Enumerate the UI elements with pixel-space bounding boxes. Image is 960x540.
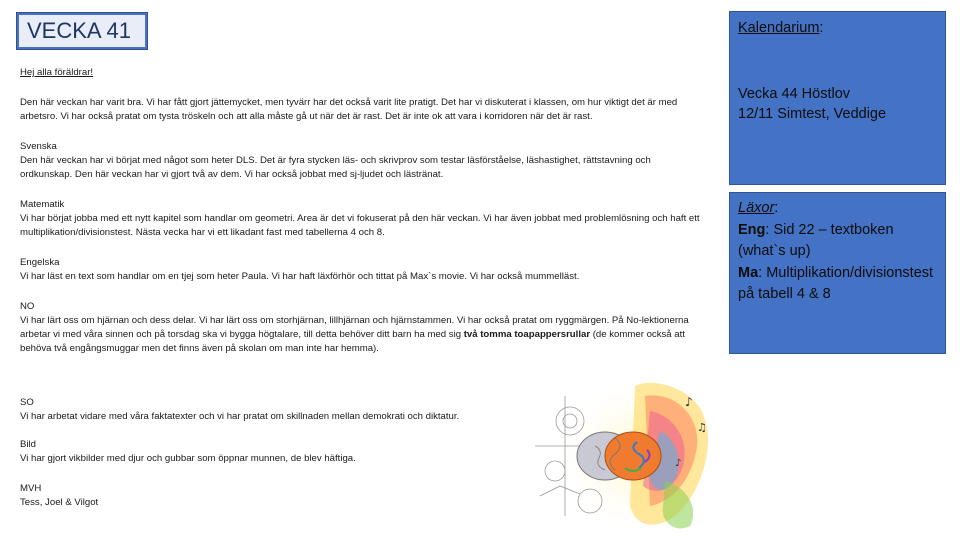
bild-text: Vi har gjort vikbilder med djur och gubbar som öppnar munnen, de blev häftiga.: [20, 453, 356, 464]
homework-eng: [738, 220, 937, 263]
homework-eng-label: Eng: [738, 221, 766, 238]
homework-ma-text: : Multiplikation/divisionstest på tabell 4 & 8: [738, 264, 934, 302]
matematik-text: Vi har börjat jobba med ett nytt kapitel som handlar om geometri. Area är det vi fokuserat på den här veckan. Vi har även jobbat med problemlösning och haft ett multiplikation/divisionstest. Nästa vecka har vi ett likadant fast med tabellerna 4 och 8.: [20, 213, 700, 238]
signoff: MVH: [20, 483, 42, 494]
section-matematik: [20, 198, 705, 240]
calendar-entries: [738, 84, 937, 124]
signature: Tess, Joel & Vilgot: [20, 497, 99, 508]
engelska-text: Vi har läst en text som handlar om en tjej som heter Paula. Vi har haft läxförhör och tittat på Max`s movie. Vi har också mummelläst.: [20, 271, 580, 282]
homework-panel: [729, 192, 946, 354]
section-engelska: [20, 256, 705, 284]
week-title: VECKA 41: [19, 15, 145, 47]
so-text: Vi har arbetat vidare med våra faktatexter och vi har pratat om skillnaden mellan demokrati och diktatur.: [20, 411, 460, 422]
svg-text:♪: ♪: [685, 395, 693, 409]
calendar-heading-colon: :: [819, 20, 824, 36]
matematik-heading: Matematik: [20, 199, 65, 210]
no-text-end: (de kommer också att behöva två engångsmuggar men det finns även på skolan om man inte har hemma).: [20, 329, 685, 354]
homework-heading-line: [738, 198, 937, 220]
engelska-heading: Engelska: [20, 257, 60, 268]
calendar-entry: Vecka 44 Höstlov: [738, 86, 851, 102]
homework-eng-text: : Sid 22 – textboken (what`s up): [738, 221, 894, 259]
greeting: Hej alla föräldrar!: [20, 67, 94, 78]
calendar-entry: 12/11 Simtest, Veddige: [738, 106, 887, 122]
no-heading: NO: [20, 301, 35, 312]
week-title-box: [16, 12, 148, 50]
section-svenska: [20, 140, 705, 182]
homework-heading-colon: :: [774, 200, 779, 216]
so-heading: SO: [20, 397, 34, 408]
no-text: Vi har lärt oss om hjärnan och dess delar. Vi har lärt oss om storhjärnan, lillhjärnan och hjärnstammen. Vi har också pratat om ryggmärgen. På No-lektionerna arbetar vi med våra sinnen och på torsdag ska vi bygga högtalare, till detta behöver ditt barn ha med sig: [20, 315, 689, 340]
calendar-panel: [729, 11, 946, 185]
svenska-heading: Svenska: [20, 141, 57, 152]
bild-heading: Bild: [20, 439, 36, 450]
calendar-heading: Kalendarium: [738, 20, 820, 36]
svenska-text: Den här veckan har vi börjat med något som heter DLS. Det är fyra stycken läs- och skrivprov som testar läsförståelse, läshastighet, rättstavning och ordkunskap. Den här veckan har vi gjort två av dem. Vi har också jobbat med sj-ljudet och lästränat.: [20, 155, 651, 180]
section-no: [20, 300, 705, 356]
svg-text:♫: ♫: [697, 421, 707, 434]
homework-ma-label: Ma: [738, 264, 759, 281]
homework-ma: [738, 263, 937, 306]
no-bold-text: två tomma toapappersrullar: [463, 329, 591, 340]
svg-text:♪: ♪: [675, 458, 682, 469]
calendar-heading-line: [738, 18, 937, 38]
colorful-brain-illustration: [525, 376, 720, 536]
intro-paragraph: Den här veckan har varit bra. Vi har fått gjort jättemycket, men tyvärr har det också varit lite pratigt. Det har vi diskuterat i klassen, om hur viktigt det är med arbetsro. Vi har också pratat om tysta tröskeln och att alla måste gå ut när det är rast. Det är inte ok att vara i korridoren när det är rast.: [20, 97, 678, 122]
homework-heading: Läxor: [738, 200, 775, 216]
